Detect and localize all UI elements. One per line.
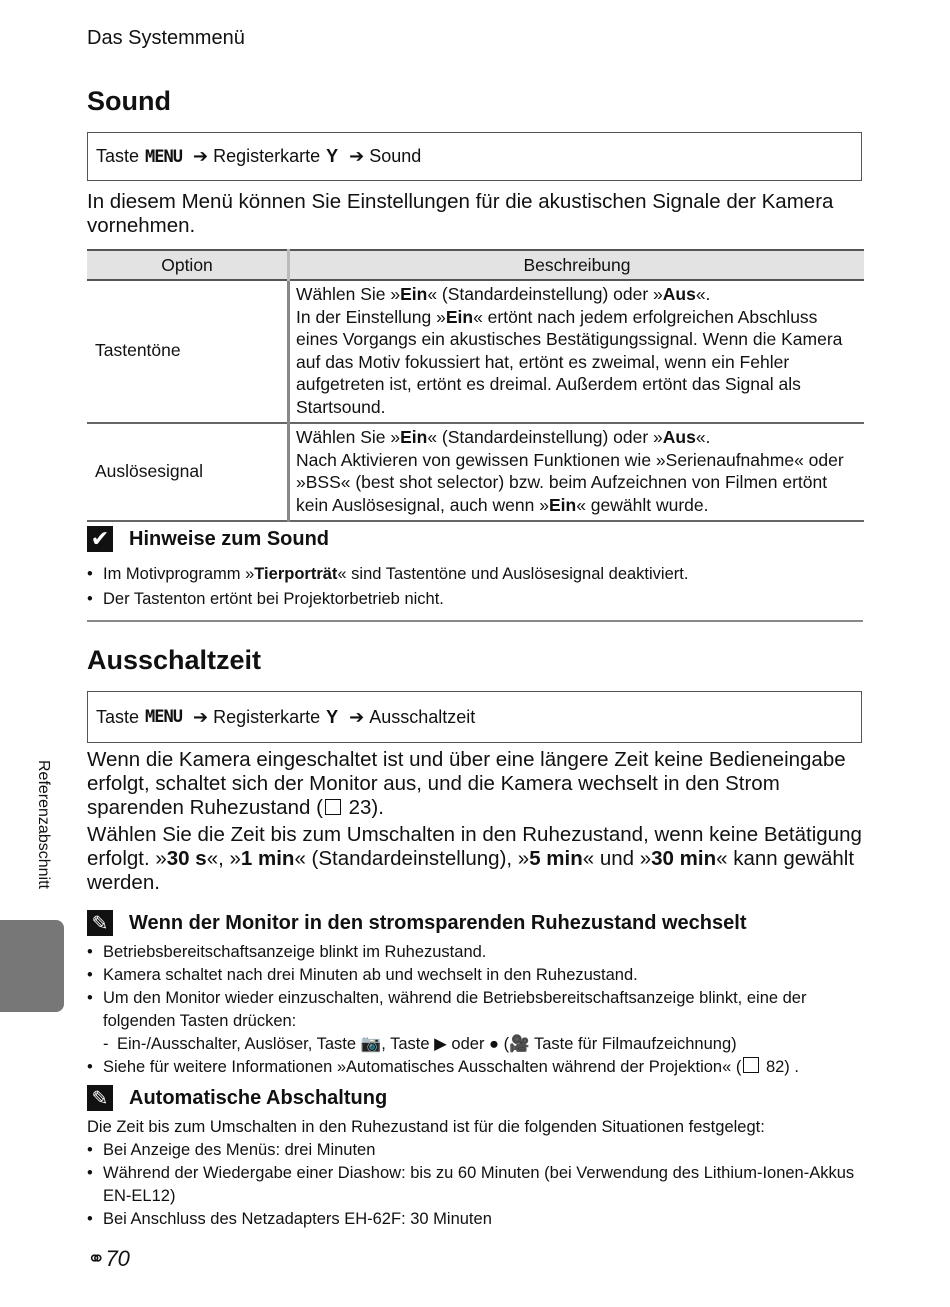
list-item: • Der Tastenton ertönt bei Projektorbetrieb nicht. (87, 588, 862, 611)
ausschaltzeit-nav-path (87, 691, 862, 743)
nav-taste: Taste (96, 706, 140, 727)
monitor-note-heading (87, 910, 746, 936)
description-cell: Wählen Sie »Ein« (Standardeinstellung) oder »Aus«. Nach Aktivieren von gewissen Funktionen wie »Serienaufnahme« oder »BSS« (best shot selector) bzw. beim Aufzeichnen von Filmen ertönt kein Auslösesignal, auch wenn »Ein« gewählt wurde. (289, 423, 865, 521)
list-item: • Kamera schaltet nach drei Minuten ab und wechselt in den Ruhezustand. (87, 964, 862, 987)
list-item: • Siehe für weitere Informationen »Automatisches Ausschalten während der Projektion« ( 82) . (87, 1056, 862, 1079)
arrow-right-icon: ➔ (192, 706, 209, 727)
section-header: Das Systemmenü (87, 27, 245, 49)
nav-target: Sound (369, 146, 422, 166)
book-reference-icon (743, 1057, 759, 1073)
list-item: • Im Motivprogramm »Tierporträt« sind Tastentöne und Auslösesignal deaktiviert. (87, 563, 862, 586)
auto-off-list (87, 1139, 862, 1231)
nav-taste: Taste (96, 146, 140, 166)
col-desc-header: Beschreibung (289, 250, 865, 280)
page-number: ⚭70 (87, 1246, 130, 1271)
table-header-row (87, 250, 864, 280)
list-item: • Während der Wiedergabe einer Diashow: bis zu 60 Minuten (bei Verwendung des Lithium-Ionen-Akkus EN-EL12) (87, 1162, 862, 1208)
wrench-icon: Y (326, 146, 339, 166)
sound-note-heading (87, 526, 329, 552)
list-item: • Betriebsbereitschaftsanzeige blinkt im Ruhezustand. (87, 941, 862, 964)
sidebar-tab (0, 920, 64, 1012)
divider (87, 620, 863, 622)
nav-register: Registerkarte (213, 146, 321, 166)
reference-section-icon: ⚭ (87, 1246, 106, 1271)
table-row (87, 280, 864, 423)
auto-off-note-title: Automatische Abschaltung (129, 1086, 388, 1109)
sound-intro: In diesem Menü können Sie Einstellungen für die akustischen Signale der Kamera vornehmen. (87, 190, 834, 237)
sound-title: Sound (87, 86, 171, 116)
wrench-icon: Y (326, 706, 339, 727)
sound-options-table (87, 249, 864, 522)
nav-register: Registerkarte (213, 706, 321, 727)
list-item: • Um den Monitor wieder einzuschalten, während die Betriebsbereitschaftsanzeige blinkt, eine der folgenden Tasten drücken: (87, 987, 862, 1033)
book-reference-icon (325, 799, 341, 815)
ausschaltzeit-paragraph-1: Wenn die Kamera eingeschaltet ist und über eine längere Zeit keine Bedieneingabe erfolgt, schaltet sich der Monitor aus, und die Kamera wechselt in den Strom sparenden Ruhezustand ( 23). (87, 748, 846, 819)
menu-button-icon: MENU (145, 146, 182, 167)
arrow-right-icon: ➔ (192, 146, 209, 166)
pencil-icon: ✎ (87, 910, 113, 936)
play-icon: ▶ (434, 1035, 447, 1053)
option-cell: Tastentöne (87, 280, 289, 423)
table-row (87, 423, 864, 521)
monitor-note-list (87, 941, 862, 1079)
ausschaltzeit-paragraph-2: Wählen Sie die Zeit bis zum Umschalten in den Ruhezustand, wenn keine Betätigung erfolgt. »30 s«, »1 min« (Standardeinstellung), »5 min« und »30 min« kann gewählt werden. (87, 823, 862, 894)
sound-note-title: Hinweise zum Sound (129, 527, 330, 550)
monitor-note-title: Wenn der Monitor in den stromsparenden Ruhezustand wechselt (129, 911, 747, 934)
nav-target: Ausschaltzeit (369, 706, 476, 727)
sound-nav-path (87, 132, 862, 181)
arrow-right-icon: ➔ (349, 146, 365, 166)
list-item: • Bei Anzeige des Menüs: drei Minuten (87, 1139, 862, 1162)
sidebar-label: Referenzabschnitt (35, 760, 52, 889)
description-cell: Wählen Sie »Ein« (Standardeinstellung) oder »Aus«. In der Einstellung »Ein« ertönt nach jedem erfolgreichen Abschluss eines Vorgangs ein akustisches Bestätigungssignal. Wenn die Kamera auf das Motiv fokussiert hat, ertönt es zweimal, wenn ein Fehler aufgetreten ist, ertönt es dreimal. Außerdem ertönt das Signal als Startsound. (289, 280, 865, 423)
menu-button-icon: MENU (145, 707, 182, 727)
auto-off-intro: Die Zeit bis zum Umschalten in den Ruhezustand ist für die folgenden Situationen festgelegt: (87, 1118, 765, 1136)
pencil-icon: ✎ (87, 1085, 113, 1111)
camera-icon: 📷 (360, 1035, 382, 1053)
checkmark-icon: ✔ (87, 526, 113, 552)
auto-off-note-heading (87, 1085, 387, 1111)
movie-camera-icon: 🎥 (509, 1035, 530, 1053)
sound-note-list (87, 563, 862, 611)
ausschaltzeit-title: Ausschaltzeit (87, 645, 262, 675)
option-cell: Auslösesignal (87, 423, 289, 521)
list-item: • Bei Anschluss des Netzadapters EH-62F: 30 Minuten (87, 1208, 862, 1231)
col-option-header: Option (87, 250, 289, 280)
arrow-right-icon: ➔ (349, 706, 365, 727)
list-subitem: - Ein-/Ausschalter, Auslöser, Taste 📷, Taste ▶ oder ● (🎥 Taste für Filmaufzeichnung) (87, 1033, 862, 1056)
record-dot-icon: ● (489, 1035, 500, 1053)
